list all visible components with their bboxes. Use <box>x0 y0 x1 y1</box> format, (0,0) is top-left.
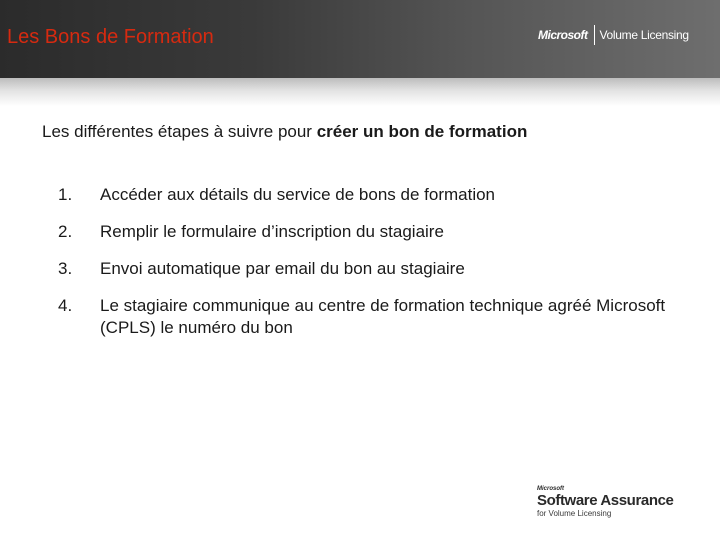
sa-product-wordmark: Software Assurance <box>537 492 674 509</box>
step-item <box>58 184 698 206</box>
software-assurance-logo <box>537 486 697 520</box>
intro-emphasis: créer un bon de formation <box>316 122 528 141</box>
logo-divider <box>594 25 595 45</box>
step-item <box>58 221 698 243</box>
microsoft-volume-licensing-logo <box>538 24 689 46</box>
step-text: Envoi automatique par email du bon au stagiaire <box>100 259 465 278</box>
sa-subtitle: for Volume Licensing <box>537 509 612 518</box>
header-gradient <box>0 78 720 106</box>
volume-licensing-wordmark: Volume Licensing <box>599 28 689 42</box>
step-item <box>58 258 698 280</box>
step-item <box>58 295 698 339</box>
step-number: 1. <box>58 185 73 204</box>
microsoft-wordmark: Microsoft <box>538 28 588 42</box>
intro-sentence <box>42 122 527 142</box>
sa-microsoft-wordmark: Microsoft <box>537 486 564 492</box>
step-text: Remplir le formulaire d’inscription du stagiaire <box>100 222 444 241</box>
steps-list <box>58 184 698 354</box>
slide-title: Les Bons de Formation <box>7 26 214 48</box>
intro-prefix: Les différentes étapes à suivre pour <box>42 122 317 141</box>
step-number: 2. <box>58 222 73 241</box>
step-number: 3. <box>58 259 73 278</box>
step-number: 4. <box>58 296 73 315</box>
step-text: Le stagiaire communique au centre de formation technique agréé Microsoft (CPLS) le numéro du bon <box>100 296 666 337</box>
step-text: Accéder aux détails du service de bons de formation <box>100 185 496 204</box>
